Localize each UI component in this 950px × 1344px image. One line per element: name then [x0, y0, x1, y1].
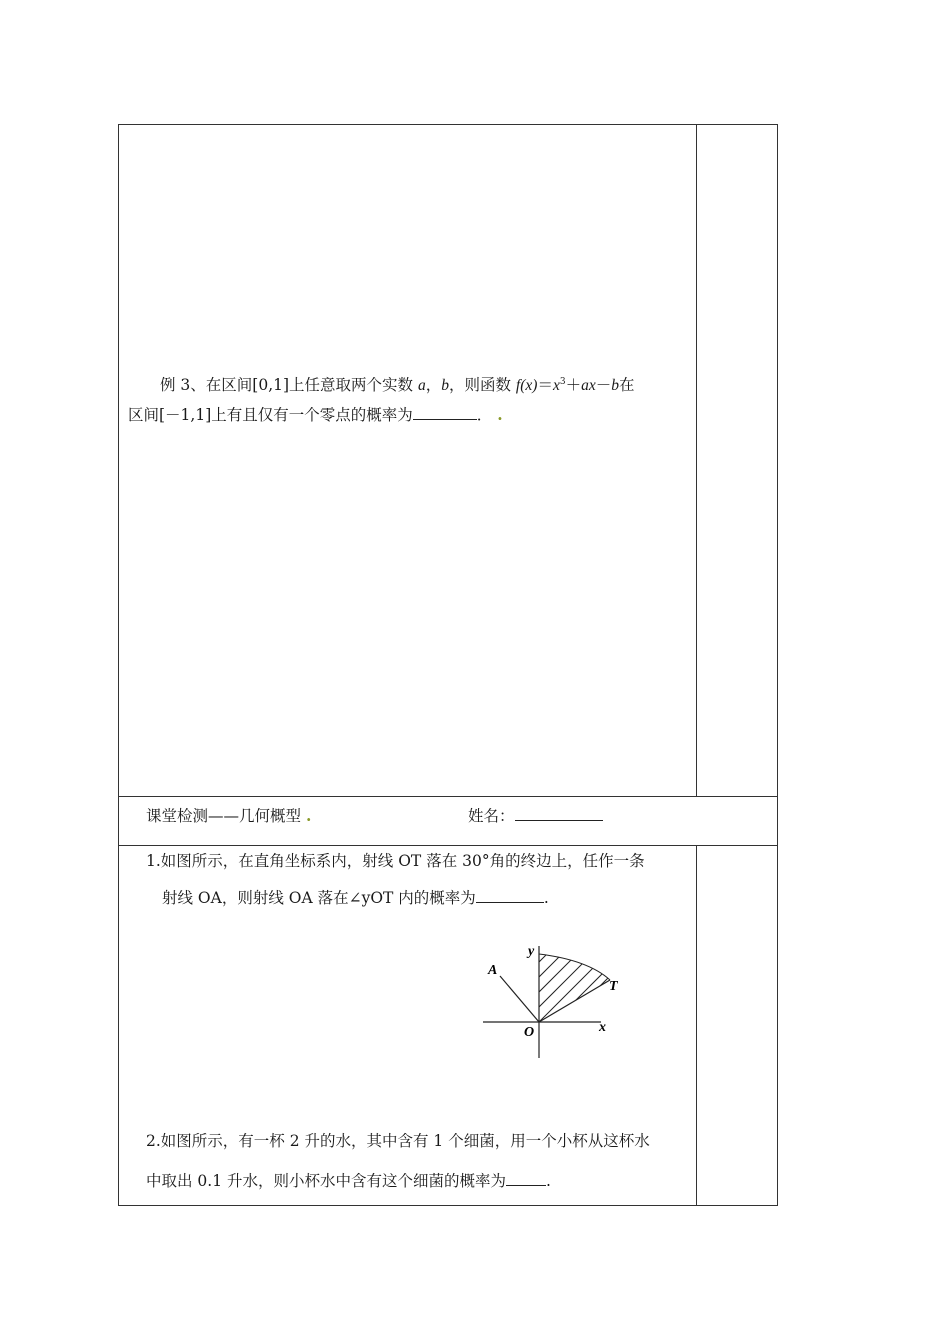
table-top-border [118, 124, 778, 125]
label-y: y [528, 944, 535, 959]
q1-line1: 1.如图所示，在直角坐标系内，射线 OT 落在 30°角的终边上，任作一条 [146, 852, 645, 870]
name-field [468, 806, 603, 826]
label-x: x [599, 1020, 606, 1035]
row-divider-header-top [118, 796, 778, 797]
answer-blank[interactable] [413, 407, 477, 420]
label-O: O [524, 1025, 535, 1040]
example3-line1: 例 3、在区间[0,1]上任意取两个实数 a，b，则函数 $f(x)=x^3+ax-b$在 [160, 376, 635, 394]
func-f: f [515, 377, 521, 394]
table-left-border [118, 124, 119, 1206]
name-blank[interactable] [515, 808, 603, 821]
example3-line2: 区间[－1,1]上有且仅有一个零点的概率为 ． . [128, 405, 503, 424]
q1-line2: 射线 OA，则射线 OA 落在∠yOT 内的概率为 . [162, 889, 549, 907]
var-a: a [417, 377, 426, 394]
ray-OA [500, 976, 539, 1022]
table-bottom-border [118, 1205, 778, 1206]
angle-figure [478, 938, 628, 1062]
table-right-border [777, 124, 778, 1206]
label-T: T [609, 979, 618, 994]
check-title: 课堂检测——几何概型 . [146, 806, 312, 825]
q2-line1: 2.如图所示，有一杯 2 升的水，其中含有 1 个细菌，用一个小杯从这杯水 [146, 1132, 650, 1150]
var-b: b [441, 377, 449, 394]
column-divider-top [696, 124, 697, 797]
row-divider-header-bottom [118, 845, 778, 846]
name-label: 姓名： [468, 807, 515, 825]
answer-blank[interactable] [506, 1173, 546, 1186]
stray-mark: . [305, 806, 312, 825]
column-divider-bottom [696, 845, 697, 1206]
label-A: A [488, 963, 498, 978]
q2-line2: 中取出 0.1 升水，则小杯水中含有这个细菌的概率为 . [146, 1172, 551, 1190]
answer-blank[interactable] [476, 890, 544, 903]
stray-mark: . [497, 405, 503, 424]
